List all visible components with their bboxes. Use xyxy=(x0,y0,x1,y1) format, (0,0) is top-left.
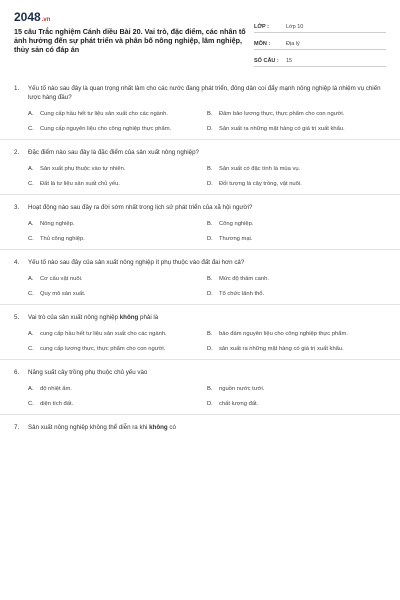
option-a[interactable] xyxy=(28,385,197,394)
option-c[interactable] xyxy=(28,400,197,409)
option-a[interactable] xyxy=(28,275,197,284)
option-text: Thủ công nghiệp. xyxy=(40,235,85,242)
option-letter: D. xyxy=(207,235,213,242)
option-text: Cơ cấu vật nuôi. xyxy=(40,276,83,282)
option-a[interactable] xyxy=(28,110,197,119)
option-b[interactable] xyxy=(207,275,376,284)
option-letter: C. xyxy=(28,345,34,352)
question-text: Vai trò của sản xuất nông nghiệp không phải là xyxy=(28,314,159,321)
question-3 xyxy=(0,194,400,249)
page-title: 15 câu Trắc nghiệm Cánh diều Bài 20. Vai trò, đặc điểm, các nhân tố ảnh hưởng đến sự phát triển và phân bố nông nghiệp, lâm nghiệp, thủy sản có đáp án xyxy=(14,27,246,55)
question-number: 7. xyxy=(14,424,20,431)
question-text: Yếu tố nào sau đây là quan trọng nhất làm cho các nước đang phát triển, đông dân coi đẩy mạnh nông nghiệp là nhiệm vụ chiến lược hàng đầu? xyxy=(28,85,381,101)
option-text: Thương mại. xyxy=(219,235,253,242)
question-number: 5. xyxy=(14,314,20,321)
option-a[interactable] xyxy=(28,165,197,174)
option-letter: C. xyxy=(28,125,34,132)
logo-text: 2048 xyxy=(14,10,41,24)
site-logo[interactable] xyxy=(14,10,50,24)
emphasis-text: không xyxy=(149,424,168,431)
option-b[interactable] xyxy=(207,330,376,339)
meta-label: MÔN : xyxy=(254,41,271,47)
option-c[interactable] xyxy=(28,290,197,299)
option-d[interactable] xyxy=(207,345,376,354)
option-letter: D. xyxy=(207,345,213,352)
option-text: Cung cấp hầu hết tư liệu sản xuất cho các ngành. xyxy=(40,111,168,117)
option-grid xyxy=(14,165,386,188)
question-text: Đặc điểm nào sau đây là đặc điểm của sản xuất nông nghiệp? xyxy=(28,149,199,156)
question-2 xyxy=(0,139,400,194)
option-letter: B. xyxy=(207,331,213,337)
option-letter: A. xyxy=(28,386,34,392)
option-letter: C. xyxy=(28,235,34,242)
option-b[interactable] xyxy=(207,110,376,119)
meta-value: Lớp 10 xyxy=(286,24,304,30)
option-d[interactable] xyxy=(207,235,376,244)
option-text: Sản xuất ra những mặt hàng có giá trị xuất khẩu. xyxy=(219,125,345,132)
question-text: Yếu tố nào sau đây của sản xuất nông nghiệp ít phụ thuộc vào đất đai hơn cả? xyxy=(28,259,245,266)
option-grid xyxy=(14,220,386,243)
option-text: Quy mô sản xuất. xyxy=(40,290,86,297)
option-text: chất lượng đất. xyxy=(219,400,259,407)
option-text: Tổ chức lãnh thổ. xyxy=(219,290,265,297)
option-text: nguồn nước tưới. xyxy=(219,386,265,392)
option-d[interactable] xyxy=(207,400,376,409)
option-letter: D. xyxy=(207,290,213,297)
question-text: Sản xuất nông nghiệp không thể diễn ra khi không có xyxy=(28,424,176,431)
option-text: Đối tượng là cây trồng, vật nuôi. xyxy=(219,180,302,187)
option-grid xyxy=(14,110,386,133)
option-letter: A. xyxy=(28,221,34,227)
meta-row-count xyxy=(254,50,386,67)
option-letter: A. xyxy=(28,276,34,282)
option-letter: D. xyxy=(207,125,213,132)
option-letter: B. xyxy=(207,386,213,392)
meta-row-subject xyxy=(254,33,386,50)
option-text: bảo đảm nguyên liệu cho công nghiệp thực phẩm. xyxy=(219,331,348,337)
option-letter: D. xyxy=(207,180,213,187)
meta-label: SỐ CÂU : xyxy=(254,58,279,64)
question-1 xyxy=(0,76,400,139)
question-text: Năng suất cây trồng phụ thuộc chủ yếu vào xyxy=(28,369,148,376)
option-b[interactable] xyxy=(207,165,376,174)
option-text: cung cấp hầu hết tư liệu sản xuất cho các ngành. xyxy=(40,331,167,337)
option-d[interactable] xyxy=(207,290,376,299)
option-d[interactable] xyxy=(207,125,376,134)
question-6 xyxy=(0,359,400,414)
option-letter: B. xyxy=(207,166,213,172)
option-letter: A. xyxy=(28,331,34,337)
question-number: 1. xyxy=(14,85,20,92)
question-number: 2. xyxy=(14,149,20,156)
option-letter: C. xyxy=(28,180,34,187)
option-grid xyxy=(14,275,386,298)
question-7 xyxy=(0,414,400,438)
option-letter: B. xyxy=(207,276,213,282)
question-list xyxy=(0,76,400,438)
option-text: Sản xuất có đặc tính là mùa vụ. xyxy=(219,166,301,172)
question-number: 6. xyxy=(14,369,20,376)
option-c[interactable] xyxy=(28,345,197,354)
option-letter: A. xyxy=(28,166,34,172)
emphasis-text: không xyxy=(119,314,139,321)
option-c[interactable] xyxy=(28,180,197,189)
meta-value: 15 xyxy=(286,58,293,64)
question-4 xyxy=(0,249,400,304)
option-a[interactable] xyxy=(28,330,197,339)
option-b[interactable] xyxy=(207,220,376,229)
option-letter: C. xyxy=(28,290,34,297)
option-text: Công nghiệp. xyxy=(219,221,254,227)
option-text: độ nhiệt ẩm. xyxy=(40,386,72,392)
option-text: Cung cấp nguyên liệu cho công nghiệp thực phẩm. xyxy=(40,125,172,132)
meta-value: Địa lý xyxy=(286,41,300,47)
option-text: Sản xuất phụ thuộc vào tự nhiên. xyxy=(40,166,126,172)
option-c[interactable] xyxy=(28,125,197,134)
option-d[interactable] xyxy=(207,180,376,189)
option-c[interactable] xyxy=(28,235,197,244)
option-letter: B. xyxy=(207,111,213,117)
logo-suffix: .vn xyxy=(41,17,51,23)
meta-label: LỚP : xyxy=(254,24,269,30)
option-text: Mức độ thâm canh. xyxy=(219,276,269,282)
option-letter: B. xyxy=(207,221,213,227)
question-number: 4. xyxy=(14,259,20,266)
option-letter: D. xyxy=(207,400,213,407)
header xyxy=(14,10,386,72)
option-text: diện tích đất. xyxy=(40,400,74,407)
question-5 xyxy=(0,304,400,359)
option-text: sản xuất ra những mặt hàng có giá trị xuất khẩu. xyxy=(219,345,344,352)
option-text: cung cấp lương thực, thực phẩm cho con người. xyxy=(40,345,166,352)
option-text: Đảm bảo lương thực, thực phẩm cho con người. xyxy=(219,111,345,117)
question-number: 3. xyxy=(14,204,20,211)
option-grid xyxy=(14,330,386,353)
option-letter: C. xyxy=(28,400,34,407)
option-b[interactable] xyxy=(207,385,376,394)
question-text: Hoạt động nào sau đây ra đời sớm nhất trong lịch sử phát triển của xã hội người? xyxy=(28,204,253,211)
option-letter: A. xyxy=(28,111,34,117)
option-text: Nông nghiệp. xyxy=(40,221,75,227)
option-text: Đất là tư liệu sản xuất chủ yếu. xyxy=(40,180,120,187)
option-a[interactable] xyxy=(28,220,197,229)
meta-panel xyxy=(254,16,386,67)
option-grid xyxy=(14,385,386,408)
meta-row-class xyxy=(254,16,386,33)
